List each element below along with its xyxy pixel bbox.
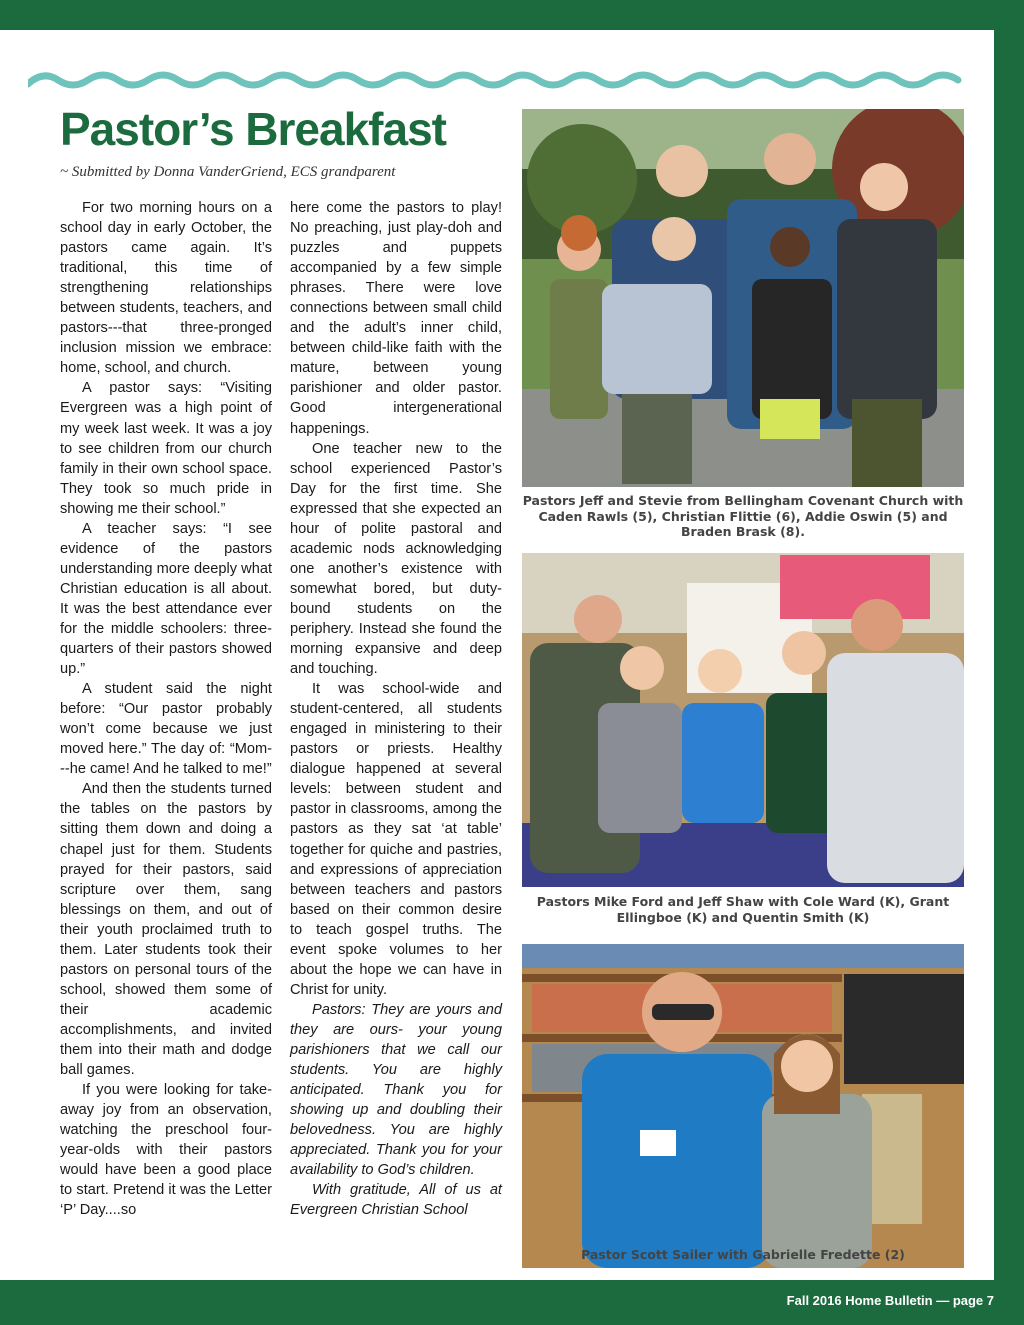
text-column-left (60, 198, 272, 1220)
paragraph: A pastor says: “Visiting Evergreen was a high point of my week last week. It was a joy to see children from our church family in their own school space. They took so much pride in showing me their school.” (60, 380, 272, 517)
photo1-caption: Pastors Jeff and Stevie from Bellingham Covenant Church with Caden Rawls (5), Christian Flittie (6), Addie Oswin (5) and Braden Brask (8). (522, 493, 964, 539)
text-column-middle (290, 198, 502, 1220)
paragraph-italic: Pastors: They are yours and they are ours- your young parishioners that we call our students. You are highly anticipated. Thank you for showing up and doubling their belovedness. You are highly appreciated. Thank you for your availability to God’s children. (290, 1001, 502, 1179)
photo-pastor-library (522, 944, 964, 1268)
paragraph: And then the students turned the tables on the pastors by sitting them down and doing a chapel just for them. Students prayed for their pastors, said scripture over them, sang blessings on them, and out of their youth proclaimed truth to them. Later students took their pastors on personal tours of the school, showed them some of their academic accomplishments, and invited them into their math and dodge ball games. (60, 781, 272, 1079)
photo3-caption: Pastor Scott Sailer with Gabrielle Fredette (2) (581, 1247, 905, 1262)
page-sheet (0, 30, 994, 1280)
paragraph: One teacher new to the school experienced Pastor’s Day for the first time. She expressed that she expected an hour of polite pastoral and academic nods acknowledging one another’s existence with somewhat bored, but duty-bound students on the periphery. Instead she found the morning expansive and deep and touching. (290, 440, 502, 678)
paragraph: here come the pastors to play! No preaching, just play-doh and puzzles and puppets accompanied by a few simple phrases. There were love connections between small child and the adult’s inner child, between child-like faith with the mature, between young parishioner and older pastor. Good intergenerational happenings. (290, 200, 502, 437)
paragraph: It was school-wide and student-centered, all students engaged in ministering to their pastors or priests. Healthy dialogue happened at several levels: between student and pastor in classrooms, among the pastors as they sat ‘at table’ together for quiche and pastries, and expressions of appreciation between teachers and pastors based on their common desire to teach gospel truths. The event spoke volumes to her about the hope we can have in Christ for unity. (290, 681, 502, 998)
paragraph: A teacher says: “I see evidence of the pastors understanding more deeply what Christian education is all about. It was the best attendance ever for the middle schoolers: three-quarters of their pastors showed up.” (60, 520, 272, 678)
article-title: Pastor’s Breakfast (60, 103, 446, 155)
paragraph: If you were looking for take-away joy from an observation, watching the preschool four-year-olds with their pastors would have been a good place to start. Pretend it was the Letter ‘P’ Day....so (60, 1082, 272, 1219)
photo2-caption: Pastors Mike Ford and Jeff Shaw with Cole Ward (K), Grant Ellingboe (K) and Quentin Smith (K) (536, 894, 950, 925)
paragraph: A student said the night before: “Our pastor probably won’t come because we just moved here.” The day of: “Mom---he came! And he talked to me!” (60, 681, 272, 778)
paragraph: For two morning hours on a school day in early October, the pastors came again. It’s traditional, this time of strengthening relationships between students, teachers, and pastors---that three-pronged inclusion mission we embrace: home, school, and church. (60, 200, 272, 377)
wave-border-ornament (28, 66, 968, 92)
article-byline: ~ Submitted by Donna VanderGriend, ECS grandparent (60, 164, 396, 180)
photo-pastors-outdoor (522, 109, 964, 487)
signoff-italic: With gratitude, All of us at Evergreen Christian School (290, 1182, 502, 1219)
photo-pastors-classroom (522, 553, 964, 887)
footer-page-label: Fall 2016 Home Bulletin — page 7 (786, 1293, 994, 1308)
